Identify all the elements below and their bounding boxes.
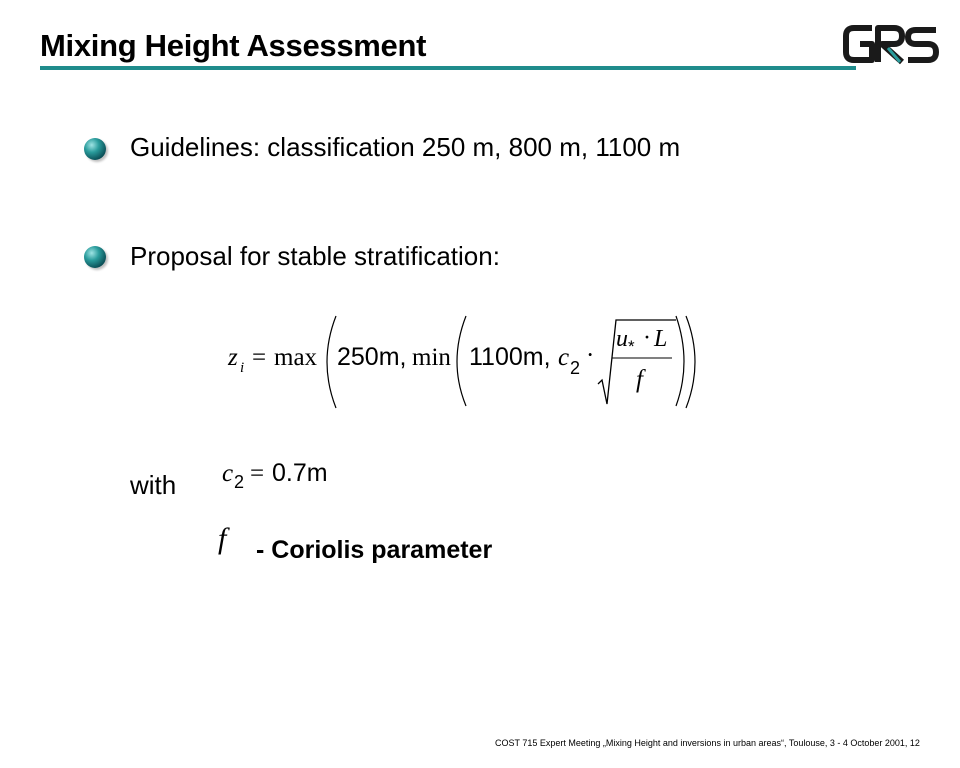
formula-dot: ·	[586, 342, 595, 369]
formula-L: L	[654, 326, 668, 352]
coriolis-description: - Coriolis parameter	[256, 536, 493, 564]
bullet-guidelines: Guidelines: classification 250 m, 800 m, 1100 m	[130, 132, 681, 162]
formula-num-dot: ·	[643, 325, 651, 351]
formula-arg-250: 250m,	[337, 343, 407, 371]
with-label: with	[130, 470, 177, 500]
formula-equals: =	[252, 344, 267, 371]
formula-min: min	[412, 344, 451, 371]
c2-value: 0.7m	[272, 459, 328, 487]
formula-lhs-z: z	[228, 344, 238, 371]
formula-u-sub: *	[628, 337, 635, 356]
formula-den-f: f	[636, 366, 643, 393]
bullet-proposal: Proposal for stable stratification:	[130, 241, 500, 271]
formula-c-sub: 2	[570, 358, 581, 378]
c2-sub: 2	[234, 472, 245, 492]
formula-lhs-sub: i	[240, 360, 245, 376]
page-title: Mixing Height Assessment	[40, 28, 427, 63]
c2-equals: =	[250, 460, 265, 487]
c2-var: c	[222, 460, 234, 487]
footer-citation: COST 715 Expert Meeting „Mixing Height and inversions in urban areas“, Toulouse, 3 - 4 October 2001, 12	[495, 738, 920, 748]
formula-max: max	[274, 344, 318, 371]
formula-c: c	[558, 344, 570, 371]
formula-arg-1100: 1100m,	[469, 343, 551, 371]
coriolis-f-symbol: f	[218, 522, 227, 555]
formula-u: u	[616, 326, 628, 352]
